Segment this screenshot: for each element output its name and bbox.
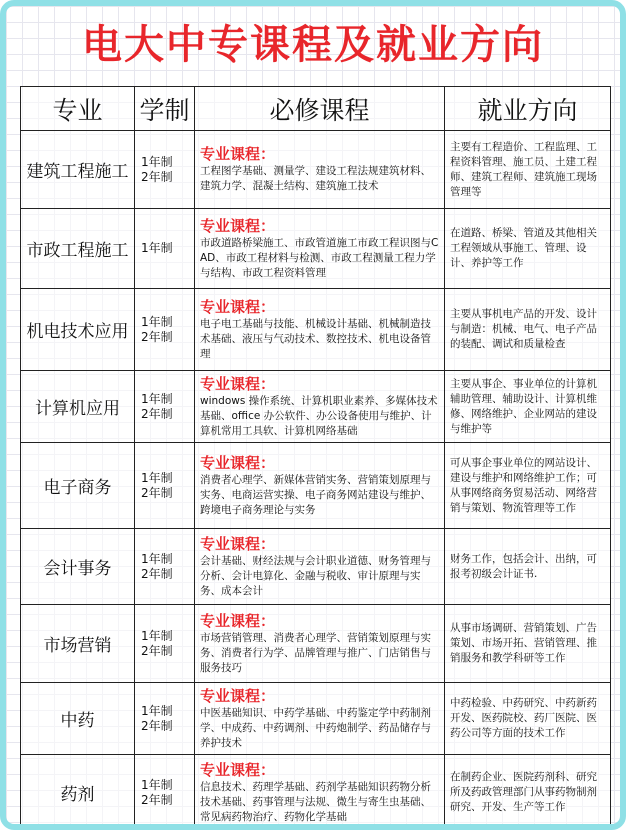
course-list: 市政道路桥梁施工、市政管道施工市政工程识图与CAD、市政工程材料与检测、市政工程测量工程力学与结构、市政工程资料管理	[200, 236, 439, 279]
duration-value: 2年制	[141, 566, 173, 581]
career-cell: 可从事企事业单位的网站设计、建设与维护和网络维护工作；可从事网络商务贸易活动、网络营销与策划、物流管理等工作	[445, 443, 611, 529]
duration-value: 1年制	[141, 391, 173, 406]
duration-value: 1年制	[141, 551, 173, 566]
course-list: 消费者心理学、新媒体营销实务、营销策划原理与实务、电商运营实操、电子商务网站建设与维护、跨境电子商务理论与实务	[200, 473, 431, 516]
course-list: windows 操作系统、计算机职业素养、多媒体技术基础、office 办公软件、办公设备使用与维护、计算机常用工具软、计算机网络基础	[200, 394, 438, 437]
table-row	[21, 209, 611, 289]
major-name: 计算机应用	[21, 371, 135, 443]
major-name: 中药	[21, 683, 135, 755]
course-list: 信息技术、药理学基础、药剂学基础知识药物分析技术基础、药事管理与法规、微生与寄生虫基础、常见病药物治疗、药物化学基础	[200, 780, 431, 823]
course-label: 专业课程：	[200, 611, 276, 630]
header-major: 专业	[21, 87, 135, 131]
duration-cell	[135, 443, 195, 529]
curriculum-table	[20, 86, 611, 830]
header-career: 就业方向	[445, 87, 611, 131]
duration-value: 2年制	[141, 485, 173, 500]
courses-cell	[195, 605, 445, 683]
course-label: 专业课程：	[200, 145, 276, 163]
courses-cell	[195, 371, 445, 443]
course-list: 会计基础、财经法规与会计职业道德、财务管理与分析、会计电算化、金融与税收、审计原理与实务、成本会计	[200, 554, 431, 597]
header-duration: 学制	[135, 87, 195, 131]
duration-value: 1年制	[141, 628, 173, 643]
duration-cell	[135, 755, 195, 830]
header-courses: 必修课程	[195, 87, 445, 131]
courses-cell	[195, 209, 445, 289]
table-row	[21, 529, 611, 605]
career-cell: 在制药企业、医院药剂科、研究所及药政管理部门从事药物制剂研究、开发、生产等工作	[445, 755, 611, 830]
duration-value: 2年制	[141, 718, 173, 733]
duration-cell	[135, 529, 195, 605]
course-label: 专业课程：	[200, 216, 276, 235]
major-name: 建筑工程施工	[21, 131, 135, 209]
duration-value: 2年制	[141, 406, 173, 421]
table-row	[21, 289, 611, 371]
duration-value: 2年制	[141, 329, 173, 344]
courses-cell	[195, 131, 445, 209]
courses-cell	[195, 683, 445, 755]
table-row	[21, 605, 611, 683]
duration-cell	[135, 131, 195, 209]
courses-cell	[195, 529, 445, 605]
career-cell: 从事市场调研、营销策划、广告策划、市场开拓、营销管理、推销服务和教学科研等工作	[445, 605, 611, 683]
duration-value: 2年制	[141, 792, 173, 807]
duration-cell	[135, 371, 195, 443]
career-cell: 主要从事企、事业单位的计算机辅助管理、辅助设计、计算机维修、网络维护、企业网站的建设与维护等	[445, 371, 611, 443]
career-cell: 主要从事机电产品的开发、设计与制造：机械、电气、电子产品的装配、调试和质量检查	[445, 289, 611, 371]
duration-cell	[135, 683, 195, 755]
course-list: 中医基础知识、中药学基础、中药鉴定学中药制剂学、中成药、中药调剂、中药炮制学、药品储存与养护技术	[200, 706, 431, 749]
major-name: 会计事务	[21, 529, 135, 605]
course-list: 市场营销管理、消费者心理学、营销策划原理与实务、消费者行为学、品牌管理与推广、门店销售与服务技巧	[200, 631, 431, 674]
course-label: 专业课程：	[200, 374, 276, 393]
career-cell: 在道路、桥梁、管道及其他相关工程领域从事施工、管理、设计、养护等工作	[445, 209, 611, 289]
header-row	[21, 87, 611, 131]
course-label: 专业课程：	[200, 760, 276, 779]
duration-value: 2年制	[141, 643, 173, 658]
major-name: 市场营销	[21, 605, 135, 683]
course-list: 电子电工基础与技能、机械设计基础、机械制造技术基础、液压与气动技术、数控技术、机电设备管理	[200, 317, 431, 360]
page-title: 电大中专课程及就业方向	[82, 22, 544, 68]
course-list: 工程图学基础、测量学、建设工程法规建筑材料、建筑力学、混凝土结构、建筑施工技术	[200, 165, 431, 192]
courses-cell	[195, 755, 445, 830]
courses-cell	[195, 443, 445, 529]
course-label: 专业课程：	[200, 686, 276, 705]
table-row	[21, 131, 611, 209]
table-row	[21, 755, 611, 830]
course-label: 专业课程：	[200, 534, 276, 553]
major-name: 机电技术应用	[21, 289, 135, 371]
table-row	[21, 371, 611, 443]
duration-value: 1年制	[141, 241, 173, 255]
duration-value: 1年制	[141, 703, 173, 718]
major-name: 市政工程施工	[21, 209, 135, 289]
major-name: 药剂	[21, 755, 135, 830]
duration-value: 1年制	[141, 777, 173, 792]
career-cell: 中药检验、中药研究、中药新药开发、医药院校、药厂医院、医药公司等方面的技术工作	[445, 683, 611, 755]
duration-cell	[135, 209, 195, 289]
duration-value: 1年制	[141, 470, 173, 485]
major-name: 电子商务	[21, 443, 135, 529]
table-row	[21, 683, 611, 755]
duration-value: 1年制	[141, 154, 173, 169]
duration-cell	[135, 605, 195, 683]
duration-value: 1年制	[141, 314, 173, 329]
career-cell: 主要有工程造价、工程监理、工程资料管理、施工员、土建工程师、建筑工程师、建筑施工现场管理等	[445, 131, 611, 209]
course-label: 专业课程：	[200, 297, 276, 316]
duration-value: 2年制	[141, 169, 173, 184]
career-cell: 财务工作，包括会计、出纳，可报考初级会计证书.	[445, 529, 611, 605]
course-label: 专业课程：	[200, 453, 276, 472]
table-row	[21, 443, 611, 529]
duration-cell	[135, 289, 195, 371]
courses-cell	[195, 289, 445, 371]
